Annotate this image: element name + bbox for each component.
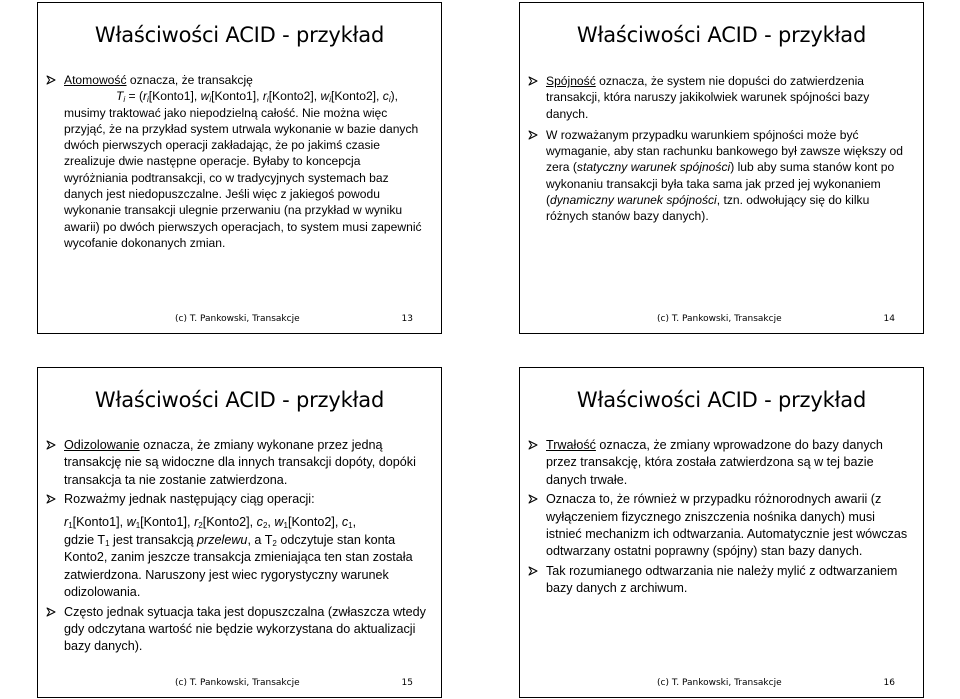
formula-text: [Konto2], bbox=[268, 89, 321, 104]
page-number: 14 bbox=[883, 314, 895, 324]
note-text: , a T bbox=[247, 533, 273, 548]
item-text: oznacza, że system nie dopuści do zatwierdzenia transakcji, która naruszy jakikolwiek warunek spójności bazy danych. bbox=[546, 74, 870, 121]
formula-subscript: i bbox=[388, 95, 391, 105]
formula-text: [Konto1], bbox=[148, 89, 201, 104]
bullet-atomicity bbox=[44, 72, 427, 251]
formula-text: [Konto1], bbox=[140, 514, 195, 529]
slide-body bbox=[44, 72, 427, 251]
item-text: Rozważmy jednak następujący ciąg operacji: bbox=[64, 492, 315, 507]
arrowhead-bullet-icon bbox=[46, 494, 56, 504]
page-number: 16 bbox=[883, 678, 895, 688]
footer-credit: (c) T. Pankowski, Transakcje bbox=[657, 314, 782, 324]
slide-16 bbox=[519, 367, 924, 698]
formula-symbol: c bbox=[341, 514, 349, 529]
page-number: 13 bbox=[401, 314, 413, 324]
bullet-isolation bbox=[44, 437, 427, 489]
emphasis-static-constraint: statyczny warunek spójności bbox=[576, 160, 731, 175]
formula-symbol: c bbox=[256, 514, 263, 529]
formula-symbol: w bbox=[126, 514, 136, 529]
formula-symbol: r bbox=[194, 514, 199, 529]
slide-title: Właściwości ACID - przykład bbox=[576, 388, 867, 412]
formula-text: [Konto1], bbox=[72, 514, 127, 529]
slide-14 bbox=[519, 2, 924, 334]
arrowhead-bullet-icon bbox=[46, 440, 56, 450]
slide-body bbox=[44, 437, 427, 656]
item-text: Tak rozumianego odtwarzania nie należy mylić z odtwarzaniem bazy danych z archiwum. bbox=[546, 563, 898, 596]
arrowhead-bullet-icon bbox=[528, 440, 538, 450]
footer-credit: (c) T. Pankowski, Transakcje bbox=[175, 314, 300, 324]
bullet-durability bbox=[526, 437, 909, 489]
footer-credit: (c) T. Pankowski, Transakcje bbox=[657, 678, 782, 688]
formula-subscript: 1 bbox=[135, 520, 141, 530]
formula-subscript: 1 bbox=[348, 520, 353, 530]
slide-15 bbox=[37, 367, 442, 698]
formula-subscript: i bbox=[123, 95, 126, 105]
formula-subscript: i bbox=[266, 95, 269, 105]
note-text: odczytuje stan konta Konto2, zanim jeszcze transakcja zmieniająca ten stan została zatwierdzona. Naruszony jest wiec rygorystyczny warunek odizolowania. bbox=[64, 533, 413, 600]
term-odizolowanie: Odizolowanie bbox=[64, 438, 140, 452]
transaction-formula bbox=[64, 88, 427, 104]
formula-symbol: c bbox=[382, 89, 389, 104]
bullet-recovery bbox=[526, 491, 909, 561]
page-number: 15 bbox=[401, 678, 413, 688]
arrowhead-bullet-icon bbox=[46, 607, 56, 617]
slide-body bbox=[526, 437, 909, 598]
item-text: oznacza, że transakcję bbox=[126, 73, 253, 87]
slide-title: Właściwości ACID - przykład bbox=[94, 388, 385, 412]
formula-subscript: 1 bbox=[68, 520, 73, 530]
formula-subscript: i bbox=[329, 95, 331, 105]
term-atomowosc: Atomowość bbox=[64, 73, 127, 87]
emphasis-dynamic-constraint: dynamiczny warunek spójności bbox=[550, 193, 717, 208]
item-text-continued: musimy traktować jako niepodzielną całość. Nie można więc przyjąć, że na przykład system utrwala wykonanie w bazie danych dwóch pierwszych operacji zakładając, że po jakimś czasie zrealizuje dwie następne operacje. Byłaby to koncepcja wyróżniania podtransakcji, co w tradycyjnych systemach baz danych jest niedopuszczalne. Jeśli więc z jakiegoś powodu wykonanie transakcji ulegnie przerwaniu (na przykład w wyniku awarii) po dwóch pierwszych operacjach, to system musi zapewnić wycofanie dokonanych zmian. bbox=[64, 105, 422, 250]
arrowhead-bullet-icon bbox=[528, 130, 538, 140]
slide-body bbox=[526, 73, 909, 225]
item-text: Oznacza to, że również w przypadku różnorodnych awarii (z wyłączeniem fizycznego zniszczenia nośnika danych) musi istnieć mechanizm ich odtwarzania. Automatycznie jest wówczas odtwarzany ostatni poprawny (spójny) stan bazy danych. bbox=[546, 492, 908, 559]
formula-subscript: 1 bbox=[283, 520, 288, 530]
note-subscript: 2 bbox=[272, 539, 277, 549]
formula-symbol: w bbox=[200, 89, 210, 104]
slide-13 bbox=[37, 2, 442, 334]
formula-symbol: T bbox=[116, 89, 124, 104]
bullet-operation-sequence bbox=[44, 491, 427, 601]
formula-symbol: w bbox=[274, 514, 284, 529]
bullet-acceptable-case bbox=[44, 604, 427, 656]
formula-subscript: i bbox=[147, 95, 149, 105]
arrowhead-bullet-icon bbox=[528, 494, 538, 504]
formula-text: ), bbox=[390, 89, 398, 104]
bullet-consistency bbox=[526, 73, 909, 122]
note-subscript: 1 bbox=[105, 539, 110, 549]
bullet-consistency-example bbox=[526, 127, 909, 225]
arrowhead-bullet-icon bbox=[528, 76, 538, 86]
slide-title: Właściwości ACID - przykład bbox=[94, 23, 385, 47]
formula-symbol: r bbox=[262, 89, 267, 104]
item-text: oznacza, że zmiany wprowadzone do bazy danych przez transakcję, która została zatwierdzona są w tej bazie danych trwałe. bbox=[546, 438, 883, 487]
formula-symbol: r bbox=[142, 89, 148, 104]
bullet-archive-note bbox=[526, 563, 909, 598]
operation-sequence bbox=[64, 514, 427, 531]
term-spojnosc: Spójność bbox=[546, 74, 596, 88]
item-text: W rozważanym przypadku warunkiem spójności może być wymaganie, aby stan rachunku bankowego był zawsze większy od zera ( bbox=[546, 127, 903, 175]
formula-symbol: w bbox=[320, 89, 330, 104]
arrowhead-bullet-icon bbox=[528, 566, 538, 576]
formula-text: , bbox=[352, 514, 357, 529]
formula-symbol: r bbox=[64, 514, 69, 529]
item-text: ) lub aby suma stanów kont po wykonaniu transakcji była taka sama jak przed jej wykonaniem ( bbox=[546, 160, 895, 208]
formula-text: [Konto2], bbox=[330, 89, 383, 104]
emphasis-przelewu: przelewu bbox=[197, 533, 248, 548]
item-text: , tzn. odwołujący się do kilku różnych stanów bazy danych). bbox=[546, 193, 870, 224]
item-text: oznacza, że zmiany wykonane przez jedną transakcję nie są widoczne dla innych transakcji dopóty, dopóki transakcja ta nie zostanie zatwierdzona. bbox=[64, 438, 416, 487]
formula-text: [Konto1], bbox=[211, 89, 263, 104]
term-trwalosc: Trwałość bbox=[546, 438, 596, 452]
slide-title: Właściwości ACID - przykład bbox=[576, 23, 867, 47]
formula-subscript: 2 bbox=[198, 520, 203, 530]
note-text: gdzie T bbox=[64, 533, 106, 548]
footer-credit: (c) T. Pankowski, Transakcje bbox=[175, 678, 300, 688]
formula-text: = ( bbox=[125, 89, 143, 104]
operation-note bbox=[64, 532, 427, 602]
formula-text: , bbox=[267, 514, 275, 529]
formula-subscript: i bbox=[209, 95, 212, 105]
formula-text: [Konto2], bbox=[287, 514, 342, 529]
arrowhead-bullet-icon bbox=[46, 75, 56, 85]
formula-subscript: 2 bbox=[262, 520, 268, 530]
note-text: jest transakcją bbox=[109, 533, 198, 548]
formula-text: [Konto2], bbox=[202, 514, 257, 529]
item-text: Często jednak sytuacja taka jest dopuszczalna (zwłaszcza wtedy gdy odczytana wartość nie będzie wykorzystana do aktualizacji bazy danych). bbox=[64, 604, 426, 654]
